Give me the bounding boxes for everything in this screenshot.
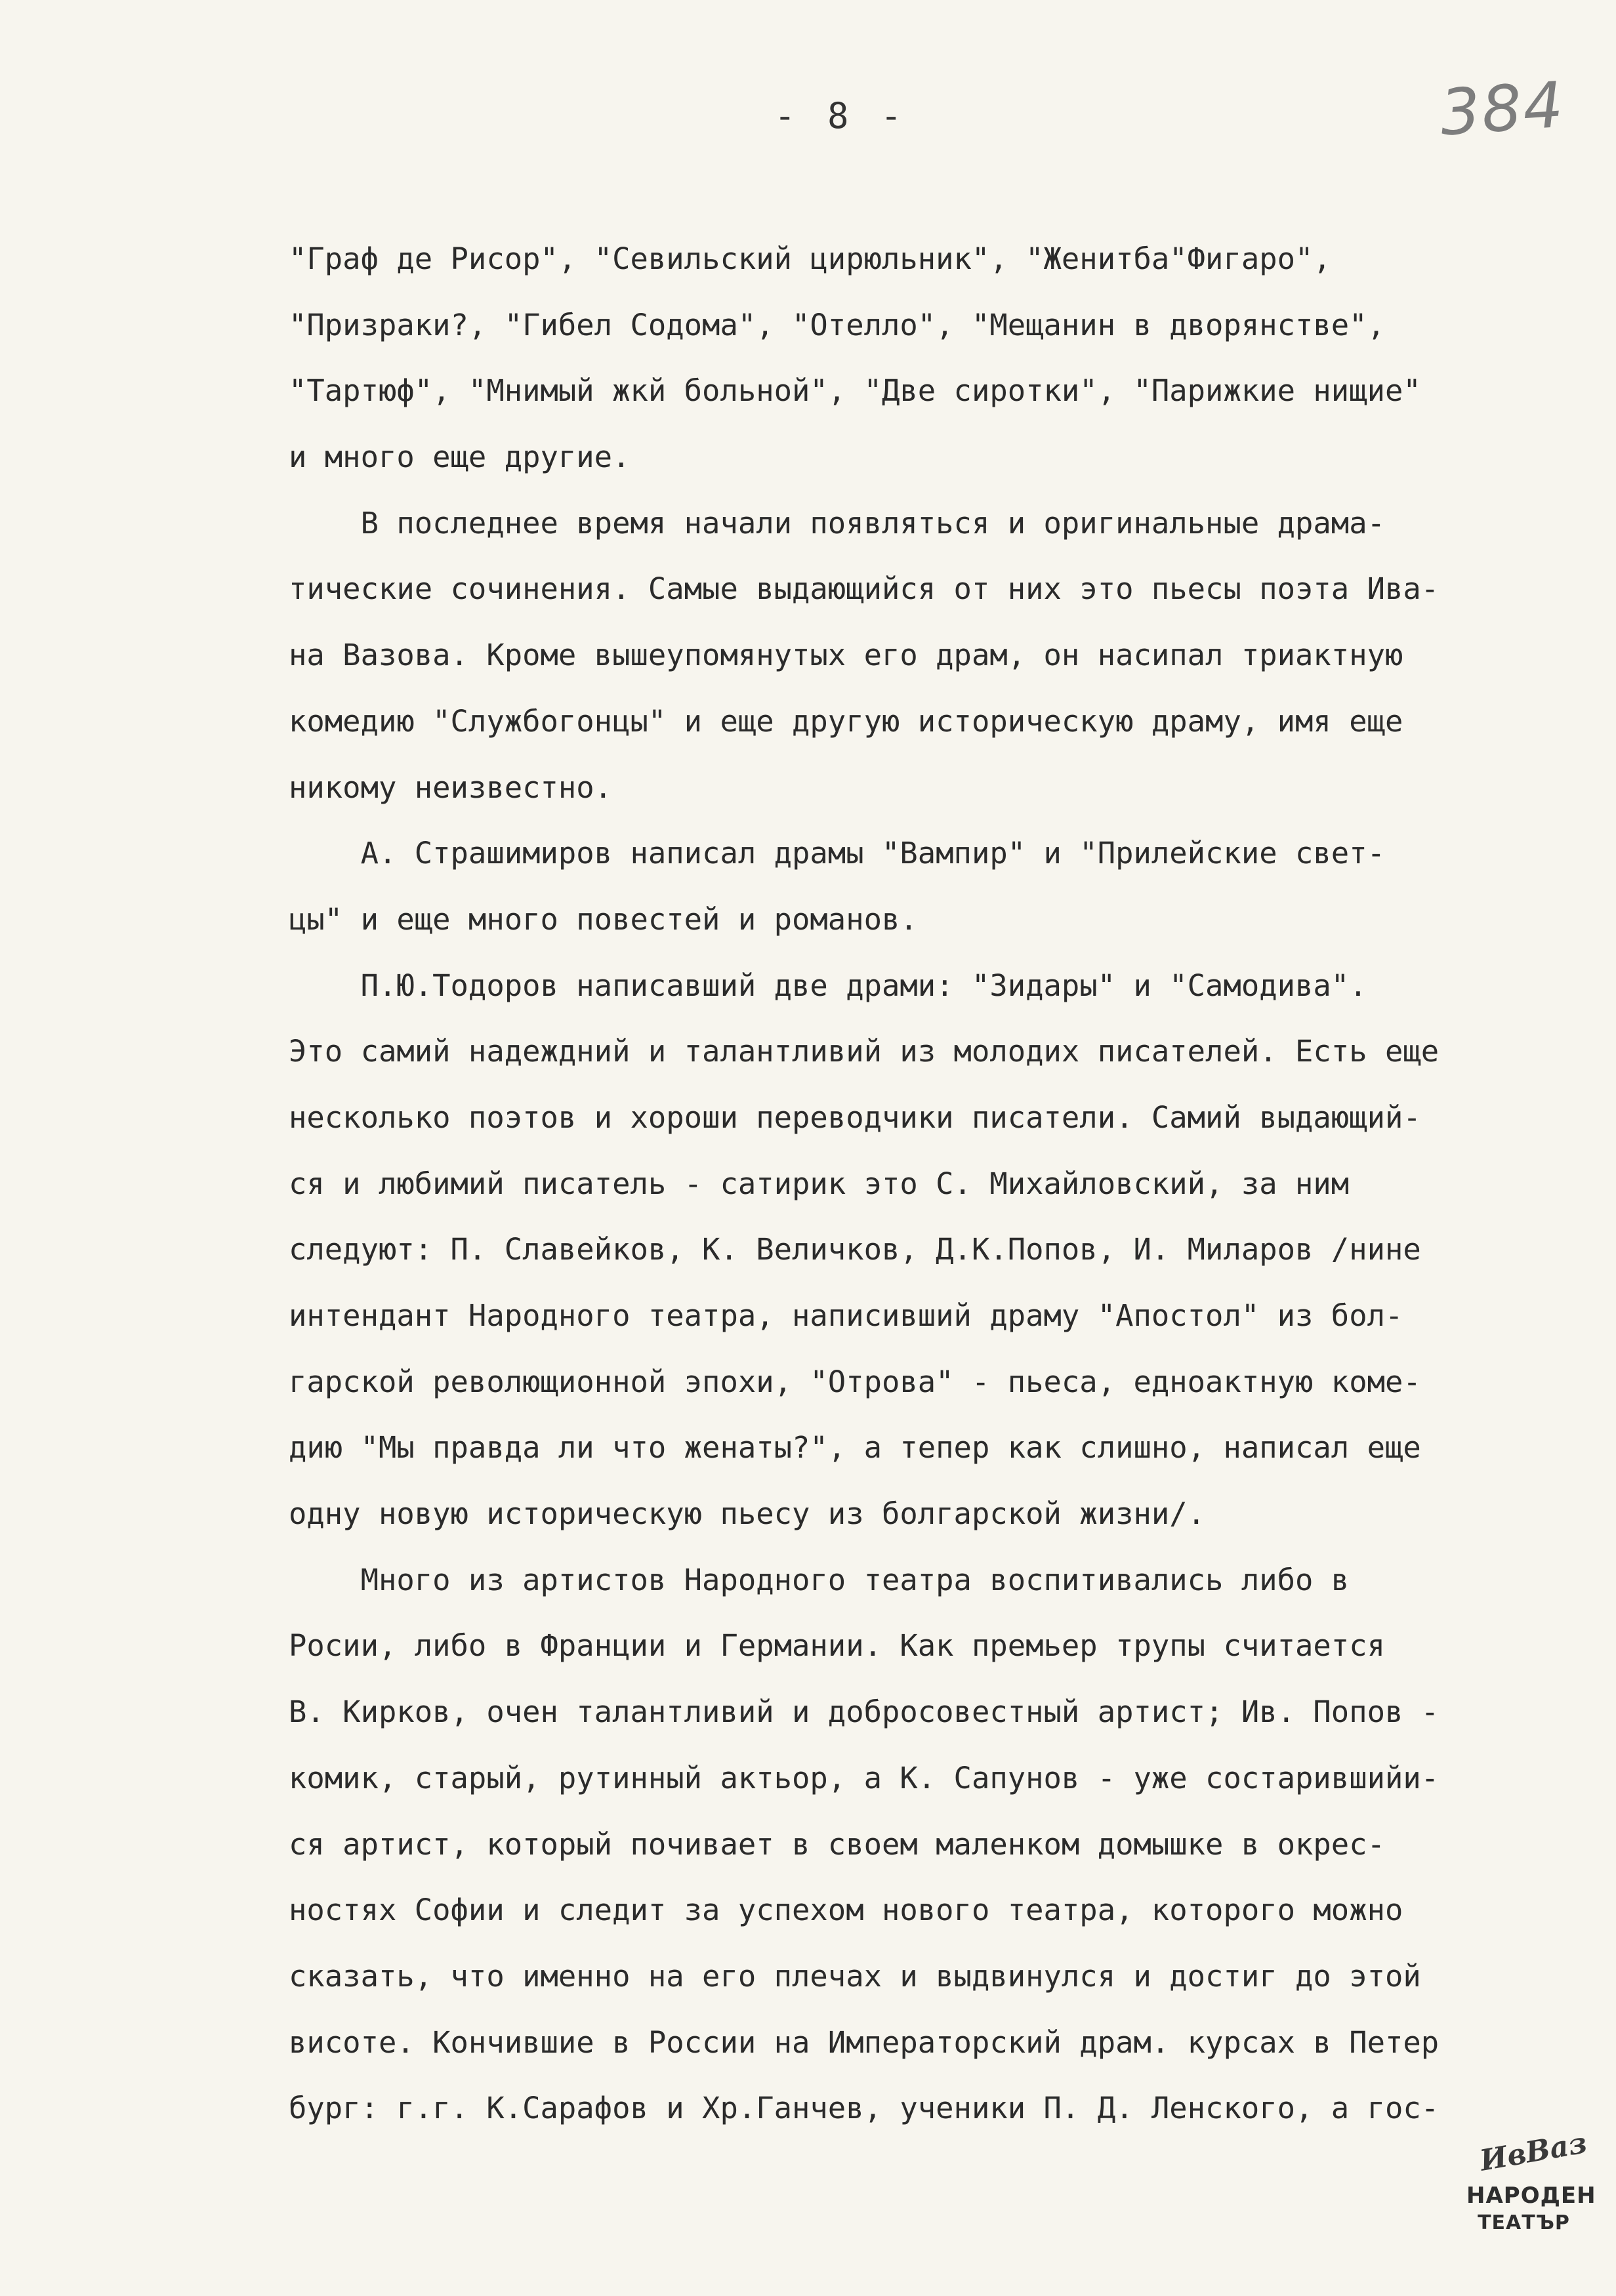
text-line: В. Кирков, очен талантливий и добросовестный артист; Ив. Попов -: [289, 1694, 1440, 1730]
logo-title: НАРОДЕН: [1466, 2183, 1596, 2209]
text-line: ся и любимий писатель - сатирик это С. Михайловский, за ним: [289, 1166, 1350, 1201]
text-line: комедию "Службогонцы" и еще другую историческую драму, имя еще: [289, 703, 1403, 739]
text-line: цы" и еще много повестей и романов.: [289, 901, 918, 937]
text-line: следуют: П. Славейков, К. Величков, Д.К.Попов, И. Миларов /нине: [289, 1232, 1421, 1267]
text-line: на Вазова. Кроме вышеупомянутых его драм, он насипал триактную: [289, 638, 1403, 673]
text-line: висоте. Кончившие в России на Императорский драм. курсах в Петер: [289, 2024, 1440, 2060]
typewritten-text: [289, 226, 1594, 2142]
text-line: гарской револющионной эпохи, "Отрова" - пьеса, едноактную коме-: [289, 1364, 1421, 1399]
text-line: Росии, либо в Франции и Германии. Как премьер трупы считается: [289, 1628, 1385, 1664]
page-number: - 8 -: [774, 95, 907, 136]
text-line: П.Ю.Тодоров написавший две драми: "Зидары" и "Самодива".: [289, 968, 1367, 1003]
text-line: одну новую историческую пьесу из болгарской жизни/.: [289, 1496, 1206, 1532]
text-line: дию "Мы правда ли что женаты?", а тепер как слишно, написал еще: [289, 1430, 1421, 1466]
text-line: В последнее время начали появляться и оригинальные драма-: [289, 505, 1385, 541]
text-line: тические сочинения. Самые выдающийся от них это пьесы поэта Ива-: [289, 571, 1440, 607]
text-line: "Призраки?, "Гибел Содома", "Отелло", "Мещанин в дворянстве",: [289, 307, 1385, 342]
text-line: Много из артистов Народного театра воспитивались либо в: [289, 1562, 1350, 1597]
text-line: ся артист, который почивает в своем маленком домышке в окрес-: [289, 1826, 1385, 1862]
text-line: никому неизвестно.: [289, 769, 613, 805]
text-line: Это самий надеждний и талантливий из молодих писателей. Есть еще: [289, 1034, 1440, 1069]
logo-subtitle: ТЕАТЪР: [1478, 2211, 1570, 2234]
text-line: "Тартюф", "Мнимый жкй больной", "Две сиротки", "Парижкие нищие": [289, 373, 1421, 409]
text-line: и много еще другие.: [289, 440, 631, 475]
text-line: комик, старый, рутинный актьор, а К. Сапунов - уже состарившийи-: [289, 1760, 1440, 1795]
text-line: сказать, что именно на его плечах и выдвинулся и достиг до этой: [289, 1958, 1421, 1994]
logo-script: ИвВаз: [1477, 2126, 1590, 2178]
text-line: "Граф де Рисор", "Севильский цирюльник", "Женитба"Фигаро",: [289, 241, 1331, 276]
text-line: ностях Софии и следит за успехом нового театра, которого можно: [289, 1893, 1403, 1928]
archive-number: 384: [1438, 68, 1567, 150]
text-line: несколько поэтов и хороши переводчики писатели. Самий выдающий-: [289, 1099, 1421, 1135]
text-line: А. Страшимиров написал драмы "Вампир" и "Прилейские свет-: [289, 836, 1385, 871]
text-line: бург: г.г. К.Сарафов и Хр.Ганчев, ученики П. Д. Ленского, а гос-: [289, 2091, 1440, 2126]
text-line: интендант Народного театра, написивший драму "Апостол" из бол-: [289, 1298, 1403, 1333]
theatre-logo: [1466, 2126, 1596, 2260]
